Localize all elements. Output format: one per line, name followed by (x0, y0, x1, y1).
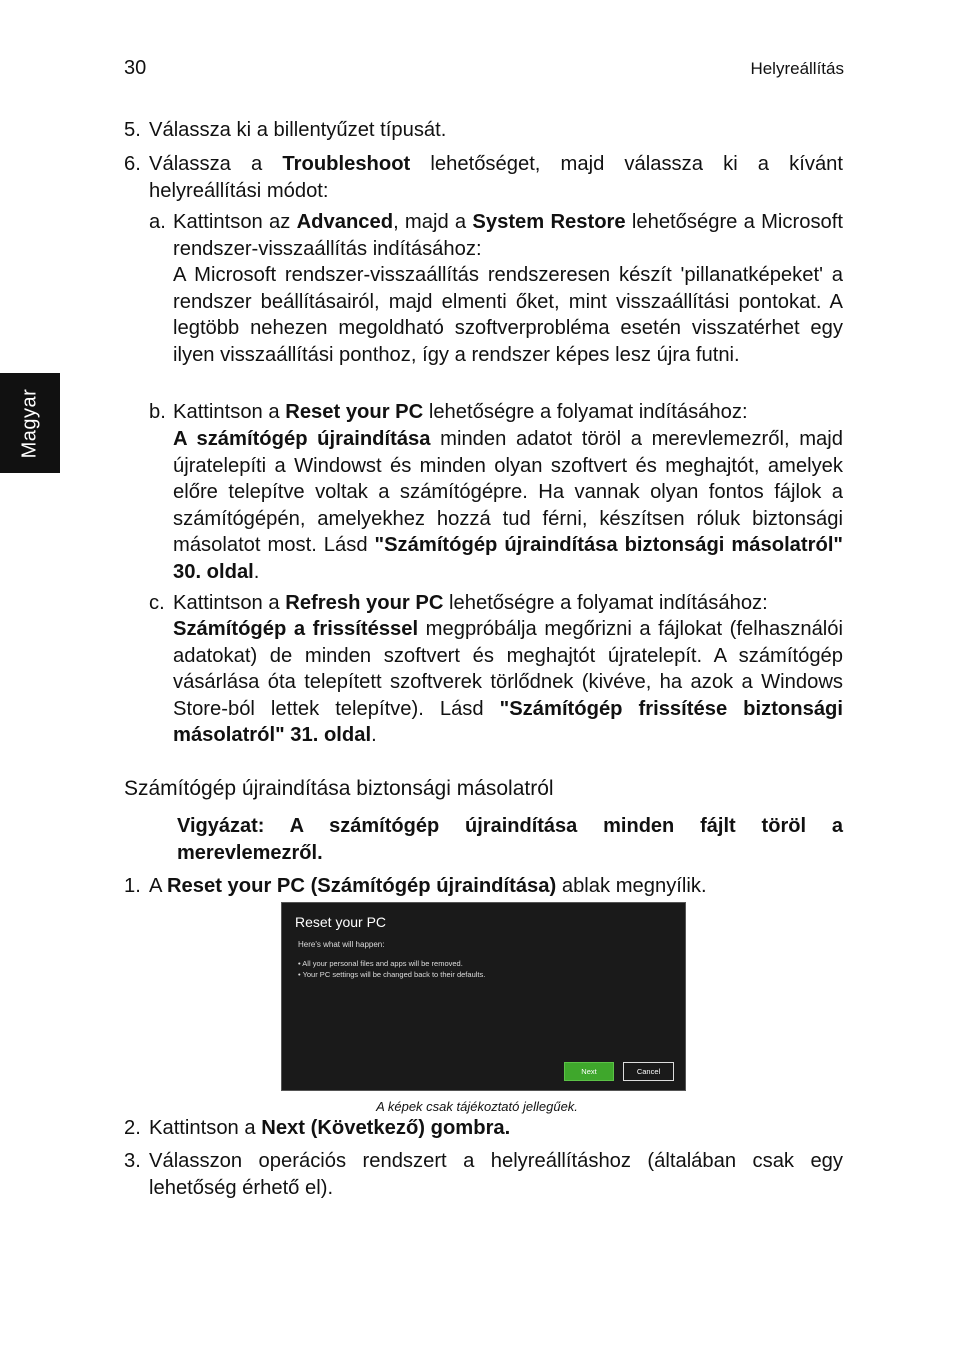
substep-c-body: Számítógép a frissítéssel megpróbálja megőrizni a fájlokat (felhasználói adatokat) de minden szoftvert és meghajtót újratelepít. A számítógép vásárlása óta telepített szoftverek törlődnek (kivéve, ha azok a Windows Store-ból lettek telepítve). Lásd "Számítógép frissítése biztonsági másolatról" 31. oldal. (173, 618, 844, 746)
screenshot-title: Reset your PC (295, 914, 387, 930)
step-number: 1. (124, 875, 141, 897)
step-2-text: Kattintson a Next (Következő) gombra. (149, 1117, 511, 1139)
running-title: Helyreállítás (750, 59, 844, 78)
substep-letter: c. (149, 592, 165, 614)
step-3-text: Válasszon operációs rendszert a helyreállításhoz (általában csak egy lehetőség érhető el). (149, 1150, 843, 1199)
step-number: 6. (124, 153, 141, 175)
substep-a-body: A Microsoft rendszer-visszaállítás rendszeresen készít 'pillanatképeket' a rendszer beállításairól, majd elmenti őket, mint visszaállítási pontokat. A legtöbb nehezen megoldható szoftverprobléma esetén visszatérhet egy ilyen visszaállítási ponthoz, így a rendszer képes lesz újra futni. (173, 264, 843, 366)
step-number: 3. (124, 1150, 141, 1172)
image-caption: A képek csak tájékoztató jellegűek. (376, 1099, 578, 1114)
language-side-tab (0, 373, 60, 473)
cancel-button[interactable]: Cancel (623, 1062, 674, 1081)
next-button[interactable]: Next (564, 1062, 614, 1081)
screenshot-subtitle: Here's what will happen: (298, 940, 385, 949)
step-number: 5. (124, 119, 141, 141)
substep-c-text: Kattintson a Refresh your PC lehetőségre a folyamat indításához: (173, 592, 768, 614)
page-number: 30 (124, 57, 147, 79)
substep-b-body: A számítógép újraindítása minden adatot töröl a merevlemezről, majd újratelepíti a Windowst és minden olyan szoftvert és meghajtót, amelyek előre telepítve voltak a számítógépre. Ha vannak olyan fontos fájlok a számítógépén, amelyekhez hozzá tud férni, készítsen róluk biztonsági másolatot most. Lásd "Számítógép újraindítása biztonsági másolatról" 30. oldal. (173, 428, 844, 583)
screenshot-bullet: • All your personal files and apps will be removed. (298, 959, 463, 968)
substep-letter: b. (149, 401, 166, 423)
substep-a-text: Kattintson az Advanced, majd a System Restore lehetőségre a Microsoft rendszer-visszaállítás indításához: (173, 211, 843, 260)
step-6-text: Válassza a Troubleshoot lehetőséget, majd válassza ki a kívánt helyreállítási módot: (149, 153, 844, 202)
screenshot-bullet: • Your PC settings will be changed back to their defaults. (298, 970, 486, 979)
reset-pc-screenshot (281, 902, 686, 1091)
step-1-text: A Reset your PC (Számítógép újraindítása) ablak megnyílik. (149, 875, 707, 897)
step-number: 2. (124, 1117, 141, 1139)
substep-letter: a. (149, 211, 166, 233)
section-heading: Számítógép újraindítása biztonsági másolatról (124, 777, 554, 800)
substep-b-text: Kattintson a Reset your PC lehetőségre a folyamat indításához: (173, 401, 748, 423)
language-label: Magyar (18, 388, 41, 458)
step-5-text: Válassza ki a billentyűzet típusát. (149, 119, 447, 141)
warning-note: Vigyázat: A számítógép újraindítása minden fájlt töröl a merevlemezről. (177, 815, 843, 864)
